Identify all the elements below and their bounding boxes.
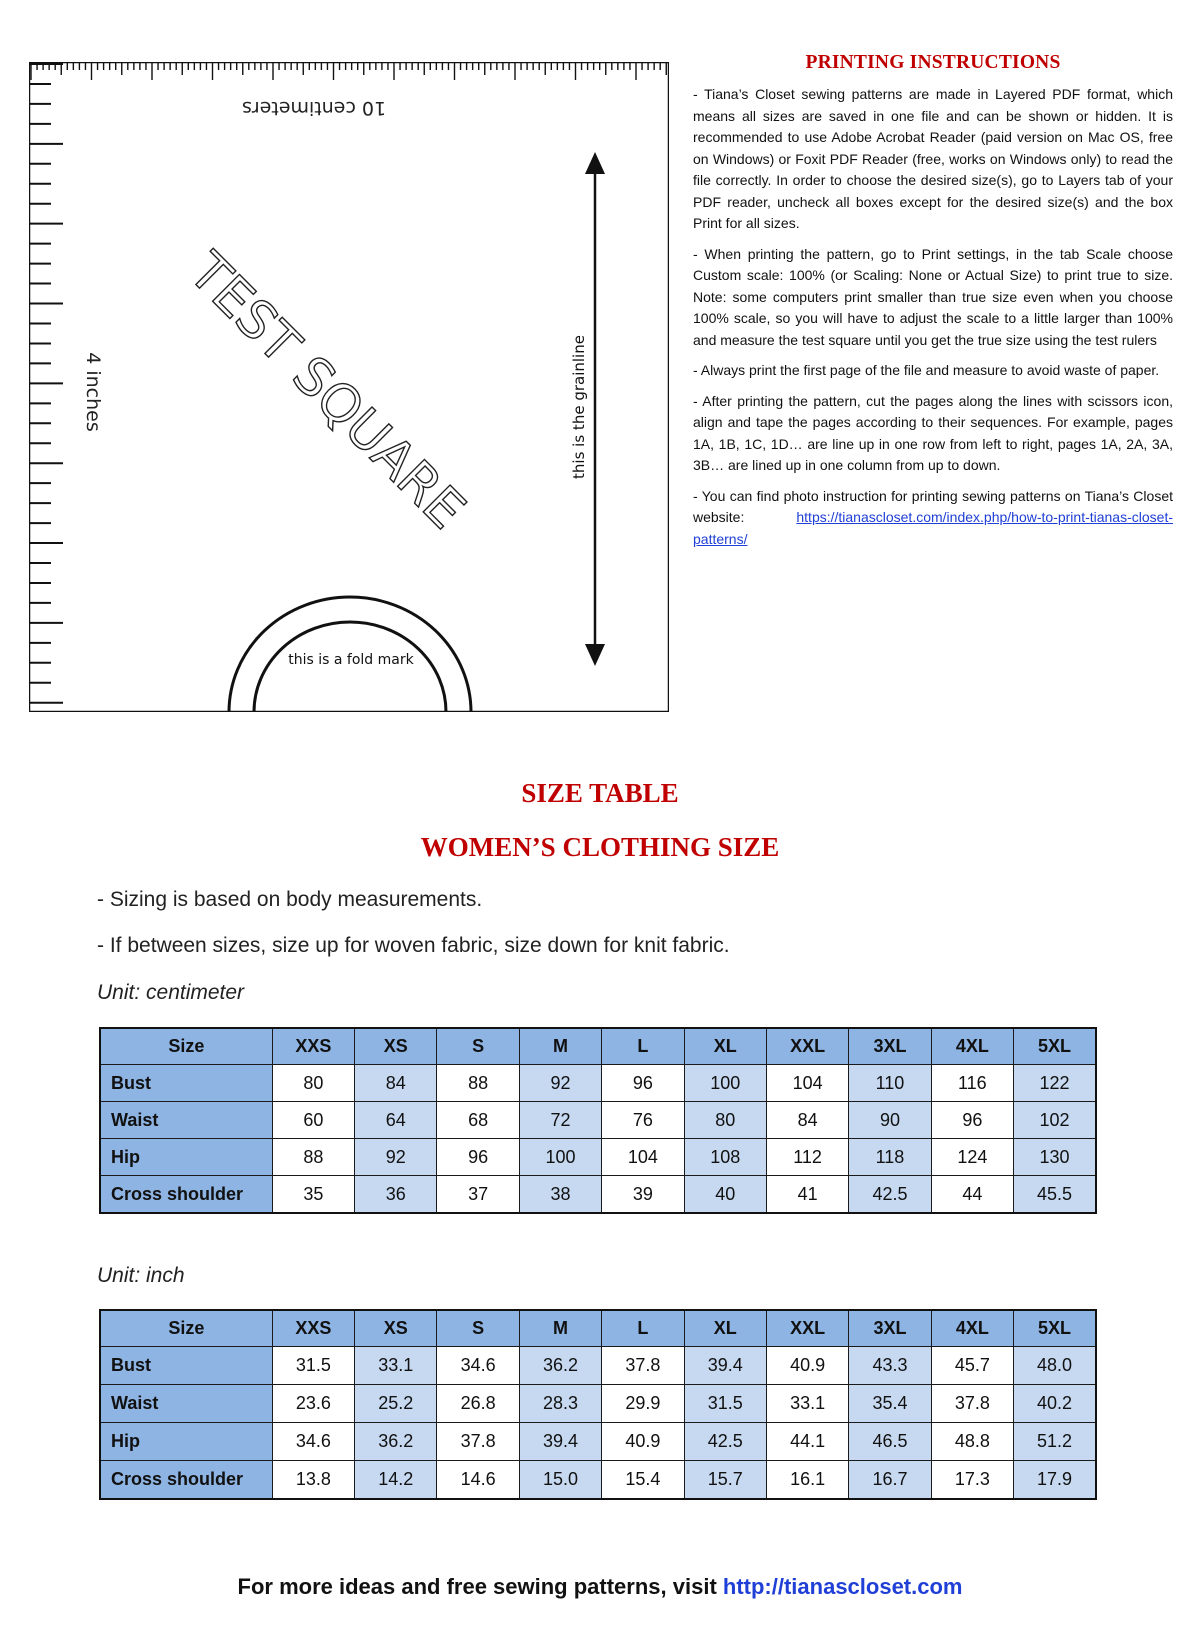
footer-text: For more ideas and free sewing patterns, visit [237,1574,723,1599]
table-cell: 100 [519,1139,601,1176]
table-cell: 48.0 [1014,1347,1096,1385]
table-cell: 104 [602,1139,684,1176]
instruction-photo [693,486,1173,551]
table-header-cell: XS [355,1310,437,1347]
instruction-photo-text: - You can find photo instruction for printing sewing patterns on Tiana’s Closet website: [693,487,1173,525]
table-cell: 44 [931,1176,1013,1214]
table-cell: 84 [355,1065,437,1102]
table-header-cell: 4XL [931,1310,1013,1347]
table-cell: 36 [355,1176,437,1214]
table-cell: 25.2 [355,1385,437,1423]
table-row [100,1065,1096,1102]
unit-centimeter-label: Unit: centimeter [97,981,245,1004]
instruction-scale: - When printing the pattern, go to Print settings, in the tab Scale choose Custom scale: 100% (or Scaling: None or Actual Size) to print true to size. Note: some computers print smaller than true size even when you choose 100% scale, so you will have to adjust the scale to a little larger than 100% and measure the test square until you get the true size using the test rulers [693,245,1173,348]
table-cell: 48.8 [931,1423,1013,1461]
how-to-print-link[interactable]: https://tianascloset.com/index.php/how-to-print-tianas-closet-patterns/ [693,509,1173,547]
table-cell: 37.8 [931,1385,1013,1423]
table-cell: 112 [766,1139,848,1176]
table-cell: 104 [766,1065,848,1102]
ruler-inch-label: 4 inches [82,352,104,432]
between-sizes-note: - If between sizes, size up for woven fabric, size down for knit fabric. [97,934,730,957]
table-header-cell: XXS [272,1310,354,1347]
table-cell: 130 [1014,1139,1096,1176]
table-cell: 31.5 [272,1347,354,1385]
table-cell: 88 [437,1065,519,1102]
table-header-cell: 3XL [849,1310,931,1347]
table-cell: 116 [931,1065,1013,1102]
table-cell: 40.9 [602,1423,684,1461]
table-cell: 40.2 [1014,1385,1096,1423]
table-cell: 45.7 [931,1347,1013,1385]
table-cell: 46.5 [849,1423,931,1461]
printing-instructions [693,52,1173,559]
row-label: Hip [100,1423,272,1461]
table-cell: 124 [931,1139,1013,1176]
grainline-label: this is the grainline [570,335,588,479]
table-cell: 14.2 [355,1461,437,1500]
size-table-centimeter [99,1027,1097,1214]
table-header-cell: XL [684,1310,766,1347]
fold-mark-label: this is a fold mark [288,652,414,668]
table-header-cell: M [519,1028,601,1065]
table-header-cell: S [437,1028,519,1065]
table-header-cell: 4XL [931,1028,1013,1065]
table-cell: 72 [519,1102,601,1139]
table-cell: 51.2 [1014,1423,1096,1461]
table-header-cell: Size [100,1310,272,1347]
table-cell: 31.5 [684,1385,766,1423]
table-cell: 76 [602,1102,684,1139]
size-table-title: SIZE TABLE [521,778,679,808]
table-cell: 122 [1014,1065,1096,1102]
row-label: Hip [100,1139,272,1176]
table-cell: 39.4 [684,1347,766,1385]
table-cell: 28.3 [519,1385,601,1423]
table-row [100,1176,1096,1214]
table-cell: 96 [931,1102,1013,1139]
table-cell: 42.5 [684,1423,766,1461]
website-link[interactable]: http://tianascloset.com [722,1574,963,1599]
table-cell: 35.4 [849,1385,931,1423]
table-row [100,1139,1096,1176]
table-cell: 33.1 [355,1347,437,1385]
test-square [29,62,669,712]
instruction-assembly: - After printing the pattern, cut the pages along the lines with scissors icon, align and tape the pages according to their sequences. For example, pages 1A, 1B, 1C, 1D… are line up in one row from left to right, pages 1A, 2A, 3A, 3B… are lined up in one column from up to down. [693,392,1173,473]
table-cell: 68 [437,1102,519,1139]
table-cell: 33.1 [766,1385,848,1423]
table-cell: 96 [602,1065,684,1102]
table-cell: 29.9 [602,1385,684,1423]
table-cell: 40 [684,1176,766,1214]
table-header-cell: S [437,1310,519,1347]
table-header-cell: L [602,1310,684,1347]
table-cell: 44.1 [766,1423,848,1461]
size-table-inch [99,1309,1097,1500]
table-cell: 80 [272,1065,354,1102]
table-cell: 100 [684,1065,766,1102]
table-cell: 39.4 [519,1423,601,1461]
table-cell: 88 [272,1139,354,1176]
test-square-drawing [29,62,669,712]
table-row [100,1423,1096,1461]
row-label: Waist [100,1102,272,1139]
row-label: Cross shoulder [100,1461,272,1500]
table-cell: 37 [437,1176,519,1214]
table-cell: 16.1 [766,1461,848,1500]
row-label: Cross shoulder [100,1176,272,1214]
table-cell: 64 [355,1102,437,1139]
instruction-layers: - Tiana’s Closet sewing patterns are made in Layered PDF format, which means all sizes are saved in one file and can be shown or hidden. It is recommended to use Adobe Acrobat Reader (paid version on Mac OS, free on Windows) or Foxit PDF Reader (free, works on Windows only) to read the file correctly. In order to choose the desired size(s), go to Layers tab of your PDF reader, uncheck all boxes except for the desired size(s) and the box Print for all sizes. [693,86,1173,231]
table-cell: 40.9 [766,1347,848,1385]
table-header-cell: XS [355,1028,437,1065]
table-cell: 15.7 [684,1461,766,1500]
table-header-cell: XXL [766,1028,848,1065]
table-cell: 42.5 [849,1176,931,1214]
table-cell: 80 [684,1102,766,1139]
table-cell: 37.8 [437,1423,519,1461]
row-label: Bust [100,1065,272,1102]
table-cell: 108 [684,1139,766,1176]
table-cell: 102 [1014,1102,1096,1139]
table-header-row [100,1310,1096,1347]
table-cell: 90 [849,1102,931,1139]
footer [0,1574,1200,1600]
table-cell: 35 [272,1176,354,1214]
womens-size-title: WOMEN’S CLOTHING SIZE [420,832,780,862]
table-cell: 39 [602,1176,684,1214]
table-row [100,1385,1096,1423]
table-cell: 13.8 [272,1461,354,1500]
table-cell: 17.3 [931,1461,1013,1500]
table-cell: 60 [272,1102,354,1139]
row-label: Waist [100,1385,272,1423]
table-cell: 17.9 [1014,1461,1096,1500]
table-cell: 15.4 [602,1461,684,1500]
table-cell: 45.5 [1014,1176,1096,1214]
table-row [100,1102,1096,1139]
table-cell: 38 [519,1176,601,1214]
table-header-cell: XXL [766,1310,848,1347]
table-header-cell: XXS [272,1028,354,1065]
test-square-title: TEST SQUARE [177,241,477,541]
table-cell: 16.7 [849,1461,931,1500]
sizing-note: - Sizing is based on body measurements. [97,888,483,911]
table-row [100,1347,1096,1385]
table-cell: 110 [849,1065,931,1102]
grainline-arrow [585,152,605,666]
table-cell: 26.8 [437,1385,519,1423]
table-header-cell: 3XL [849,1028,931,1065]
table-header-cell: 5XL [1014,1028,1096,1065]
table-cell: 84 [766,1102,848,1139]
table-cell: 36.2 [519,1347,601,1385]
table-cell: 34.6 [272,1423,354,1461]
table-cell: 34.6 [437,1347,519,1385]
table-header-cell: M [519,1310,601,1347]
table-cell: 118 [849,1139,931,1176]
table-header-cell: XL [684,1028,766,1065]
table-cell: 92 [519,1065,601,1102]
unit-inch-label: Unit: inch [97,1264,185,1287]
table-cell: 36.2 [355,1423,437,1461]
printing-instructions-title: PRINTING INSTRUCTIONS [805,52,1061,73]
table-row [100,1461,1096,1500]
table-cell: 37.8 [602,1347,684,1385]
table-cell: 96 [437,1139,519,1176]
table-header-cell: 5XL [1014,1310,1096,1347]
table-header-cell: L [602,1028,684,1065]
table-header-row [100,1028,1096,1065]
table-cell: 92 [355,1139,437,1176]
table-cell: 43.3 [849,1347,931,1385]
instruction-first-page: - Always print the first page of the file and measure to avoid waste of paper. [693,362,1160,378]
ruler-cm-label: 10 centimeters [241,97,387,119]
table-cell: 23.6 [272,1385,354,1423]
table-cell: 14.6 [437,1461,519,1500]
table-header-cell: Size [100,1028,272,1065]
table-cell: 15.0 [519,1461,601,1500]
table-cell: 41 [766,1176,848,1214]
row-label: Bust [100,1347,272,1385]
